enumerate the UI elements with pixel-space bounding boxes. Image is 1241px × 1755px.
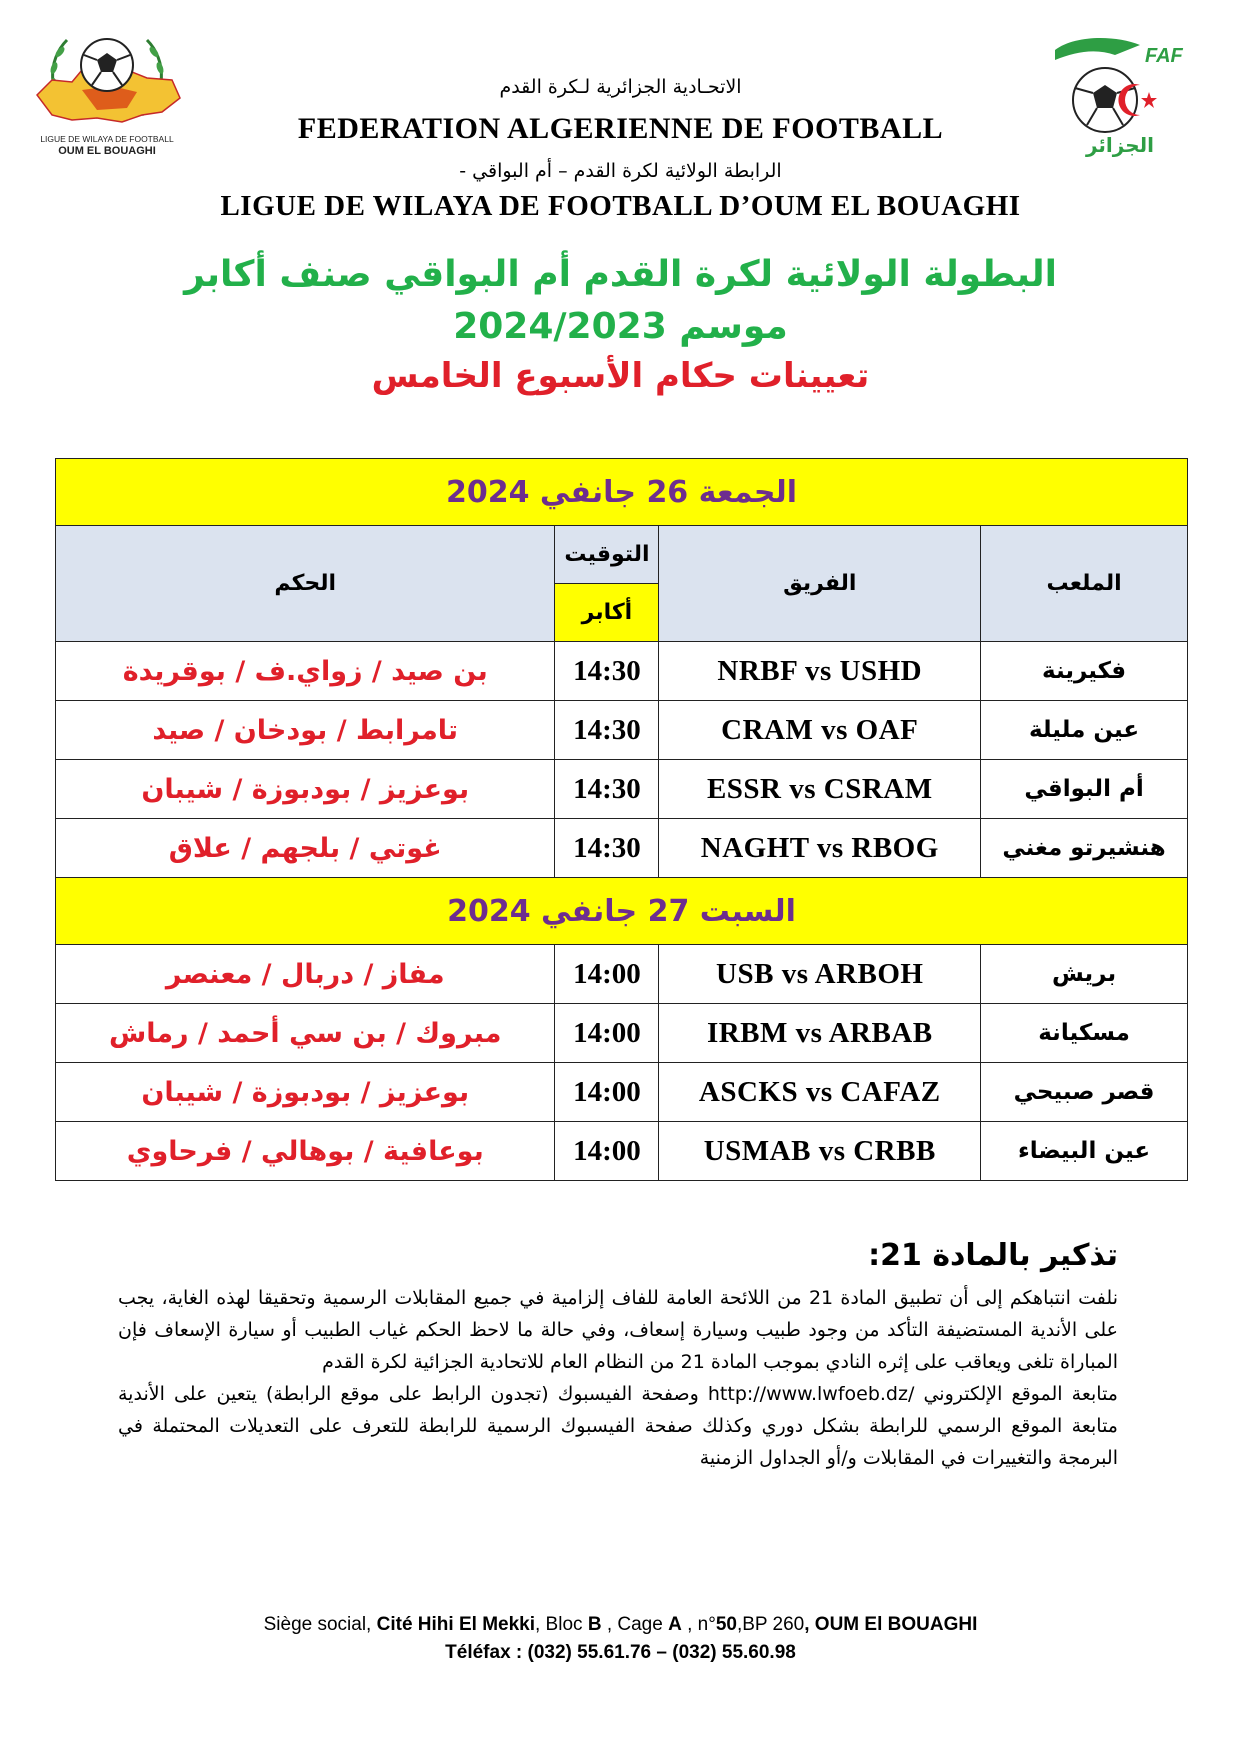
time-cell: 14:30 xyxy=(555,701,659,760)
schedule-table xyxy=(55,458,1188,1181)
time-cell: 14:00 xyxy=(555,945,659,1004)
referees-cell: بوعزيز / بودبوزة / شيبان xyxy=(56,760,555,819)
table-row xyxy=(56,1122,1188,1181)
table-row xyxy=(56,945,1188,1004)
stadium-cell: بريش xyxy=(981,945,1188,1004)
stadium-cell: فكيرينة xyxy=(981,642,1188,701)
teams-cell: IRBM vs ARBAB xyxy=(659,1004,981,1063)
day-1-date-row xyxy=(56,459,1188,526)
header-referee: الحكم xyxy=(56,526,555,642)
time-cell: 14:00 xyxy=(555,1122,659,1181)
referees-cell: تامرابط / بودخان / صيد xyxy=(56,701,555,760)
reminder-title: تذكير بالمادة 21: xyxy=(868,1238,1118,1273)
address-city: , OUM El BOUAGHI xyxy=(804,1614,978,1635)
address-cage: A xyxy=(668,1614,682,1635)
federation-arabic: الاتحـادية الجزائرية لـكرة القدم xyxy=(499,76,742,98)
table-row xyxy=(56,819,1188,878)
referees-cell: مفاز / دربال / معنصر xyxy=(56,945,555,1004)
federation-french: FEDERATION ALGERIENNE DE FOOTBALL xyxy=(297,112,944,145)
teams-cell: ESSR vs CSRAM xyxy=(659,760,981,819)
address-bp: ,BP 260 xyxy=(736,1614,805,1635)
day-1-date: الجمعة 26 جانفي 2024 xyxy=(56,459,1188,526)
time-cell: 14:00 xyxy=(555,1063,659,1122)
header-stadium: الملعب xyxy=(981,526,1188,642)
assignment-title: تعيينات حكام الأسبوع الخامس xyxy=(371,356,870,396)
address-number-label: , n° xyxy=(687,1614,716,1635)
day-2-date-row xyxy=(56,878,1188,945)
championship-title: البطولة الولائية لكرة القدم أم البواقي صنف أكابر xyxy=(184,254,1057,295)
address-number: 50 xyxy=(715,1614,737,1635)
referees-cell: بوعافية / بوهالي / فرحاوي xyxy=(56,1122,555,1181)
time-cell: 14:30 xyxy=(555,819,659,878)
stadium-cell: مسكيانة xyxy=(981,1004,1188,1063)
address-cage-label: , Cage xyxy=(606,1614,663,1635)
referees-cell: بن صيد / زواي.ف / بوقريدة xyxy=(56,642,555,701)
referees-cell: بوعزيز / بودبوزة / شيبان xyxy=(56,1063,555,1122)
table-header-row xyxy=(56,526,1188,584)
table-row xyxy=(56,1004,1188,1063)
season-title: موسم 2024/2023 xyxy=(453,306,788,347)
table-row xyxy=(56,760,1188,819)
league-french: LIGUE DE WILAYA DE FOOTBALL D’OUM EL BOUAGHI xyxy=(220,190,1021,222)
teams-cell: ASCKS vs CAFAZ xyxy=(659,1063,981,1122)
time-cell: 14:30 xyxy=(555,760,659,819)
reminder-paragraph-2: متابعة الموقع الإلكتروني /http://www.lwfoeb.dz وصفحة الفيسبوك (تجدون الرابط على موقع الرابطة) يتعين على الأندية متابعة الموقع الرسمي للرابطة بشكل دوري وكذلك صفحة الفيسبوك الرسمية للرابطة للتعرف على التعديلات المحتملة في البرمجة والتغييرات في المقابلات و/أو الجداول الزمنية xyxy=(118,1383,1118,1469)
table-row xyxy=(56,1063,1188,1122)
stadium-cell: عين البيضاء xyxy=(981,1122,1188,1181)
stadium-cell: قصر صبيحي xyxy=(981,1063,1188,1122)
svg-text:OUM EL BOUAGHI: OUM EL BOUAGHI xyxy=(58,145,156,157)
footer-telefax: Téléfax : (032) 55.61.76 – (032) 55.60.98 xyxy=(445,1642,796,1663)
header-time: التوقيت xyxy=(555,526,659,584)
footer-address xyxy=(0,1614,1241,1636)
svg-text:LIGUE DE WILAYA DE FOOTBALL: LIGUE DE WILAYA DE FOOTBALL xyxy=(40,134,174,144)
referees-cell: غوتي / بلجهم / علاق xyxy=(56,819,555,878)
address-street: Cité Hihi El Mekki xyxy=(376,1614,535,1635)
stadium-cell: أم البواقي xyxy=(981,760,1188,819)
address-bloc: B xyxy=(587,1614,602,1635)
reminder-paragraph-1: نلفت انتباهكم إلى أن تطبيق المادة 21 من اللائحة العامة للفاف إلزامية في جميع المقابلات الرسمية وتحقيقا لهذه الغاية، يجب على الأندية المستضيفة التأكد من وجود طبيب وسيارة إسعاف، وفي حالة ما لاحظ الحكم غياب الطبيب أو سيارة الإسعاف فإن المباراة تلغى ويعاقب على إثره النادي بموجب المادة 21 من النظام العام للاتحادية الجزائية لكرة القدم xyxy=(118,1287,1118,1373)
league-arabic: الرابطة الولائية لكرة القدم – أم البواقي - xyxy=(459,160,782,182)
teams-cell: CRAM vs OAF xyxy=(659,701,981,760)
day-2-date: السبت 27 جانفي 2024 xyxy=(56,878,1188,945)
table-row xyxy=(56,701,1188,760)
address-bloc-label: , Bloc xyxy=(535,1614,583,1635)
table-row xyxy=(56,642,1188,701)
reminder-body xyxy=(118,1282,1118,1474)
referees-cell: مبروك / بن سي أحمد / رماش xyxy=(56,1004,555,1063)
stadium-cell: هنشيرتو مغني xyxy=(981,819,1188,878)
header-category: أكابر xyxy=(555,584,659,642)
svg-text:FAF: FAF xyxy=(1145,45,1183,67)
teams-cell: NAGHT vs RBOG xyxy=(659,819,981,878)
header-team: الفريق xyxy=(659,526,981,642)
address-prefix: Siège social, xyxy=(263,1614,372,1635)
svg-text:الجزائر: الجزائر xyxy=(1085,133,1155,157)
stadium-cell: عين مليلة xyxy=(981,701,1188,760)
time-cell: 14:30 xyxy=(555,642,659,701)
teams-cell: NRBF vs USHD xyxy=(659,642,981,701)
time-cell: 14:00 xyxy=(555,1004,659,1063)
teams-cell: USMAB vs CRBB xyxy=(659,1122,981,1181)
teams-cell: USB vs ARBOH xyxy=(659,945,981,1004)
